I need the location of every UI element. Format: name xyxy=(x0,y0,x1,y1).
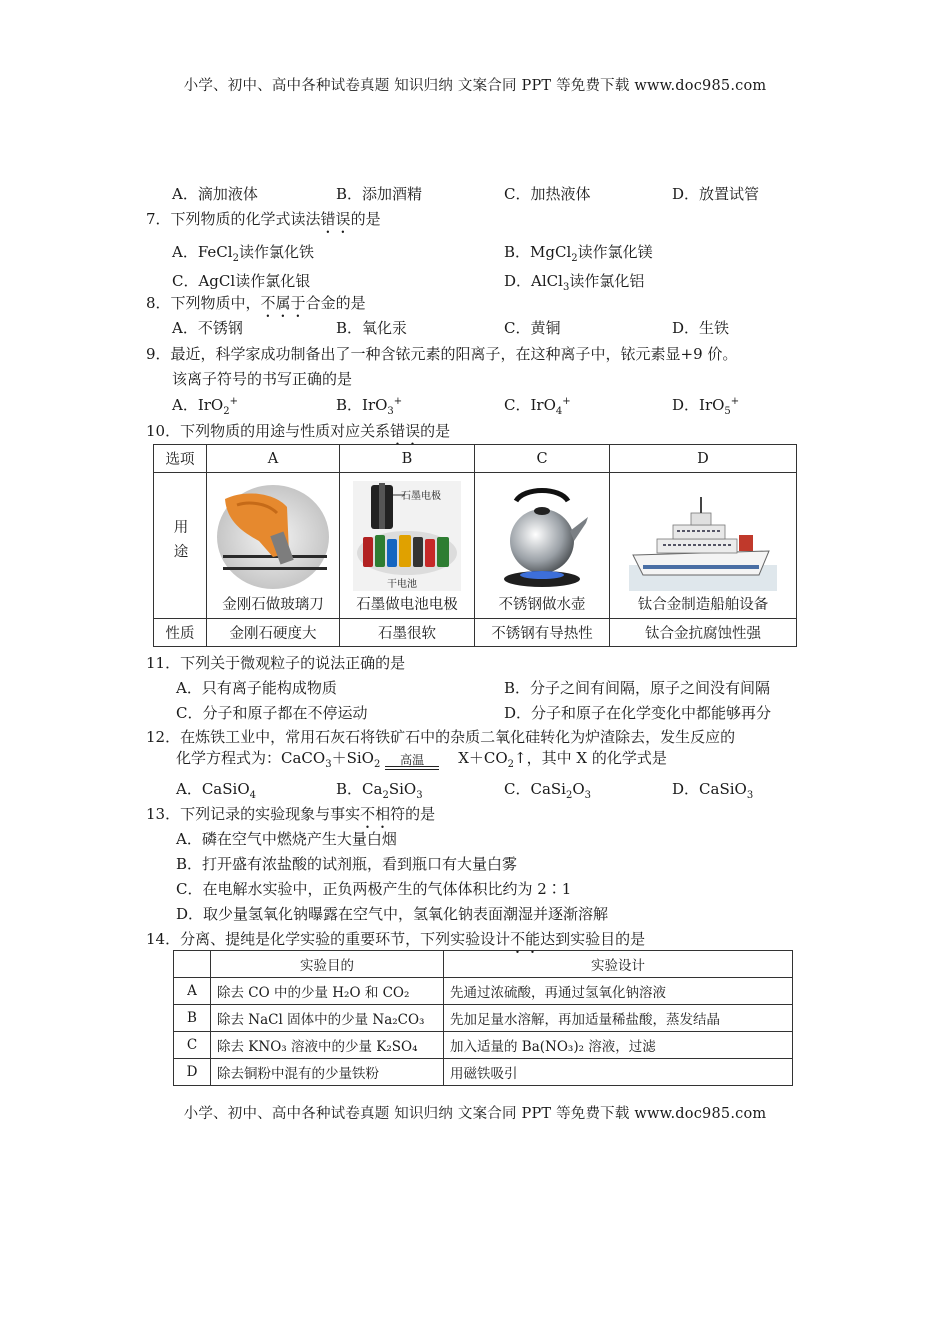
q14-row-purpose: 除去 CO 中的少量 H₂O 和 CO₂ xyxy=(211,978,444,1005)
q12-equation: 化学方程式为：CaCO$_3$＋SiO$_2$ 高温 $X+CO_2↑$，其中 X 的化学式是 xyxy=(176,749,667,770)
q14-header-design: 实验设计 xyxy=(444,951,793,978)
q13-option-a: A．磷在空气中燃烧产生大量白烟 xyxy=(176,830,397,848)
q11-option-b: B．分子之间有间隔，原子之间没有间隔 xyxy=(504,679,771,697)
q8-option-c: C．黄铜 xyxy=(504,319,561,337)
battery-image xyxy=(353,481,461,591)
q10-use-b xyxy=(340,473,475,619)
q14-row-purpose: 除去 NaCl 固体中的少量 Na₂CO₃ xyxy=(211,1005,444,1032)
q13-option-c: C．在电解水实验中，正负两极产生的气体体积比约为 2∶1 xyxy=(176,880,572,898)
q9-stem-line1: 9．最近，科学家成功制备出了一种含铱元素的阳离子，在这种离子中，铱元素显+9 价。 xyxy=(146,345,738,363)
q11-option-d: D．分子和原子在化学变化中都能够再分 xyxy=(504,704,772,722)
q6-option-b: B．添加酒精 xyxy=(336,185,423,203)
q10-header-d: D xyxy=(610,445,797,473)
q8-stem: 8．下列物质中，不属于合金的是 xyxy=(146,294,366,312)
q7-option-a: A．FeCl$_2$读作氯化铁 xyxy=(172,243,314,264)
q10-prop-c: 不锈钢有导热性 xyxy=(475,619,610,647)
q7-stem-pre: 7．下列物质的化学式读法 xyxy=(146,210,321,228)
glass-cutter-image xyxy=(215,483,331,591)
q9-option-a: A．IrO$_2$+ xyxy=(172,396,238,417)
q14-row-design: 先通过浓硫酸，再通过氢氧化钠溶液 xyxy=(444,978,793,1005)
q14-header-purpose: 实验目的 xyxy=(211,951,444,978)
q10-use-c-text: 不锈钢做水壶 xyxy=(498,597,586,613)
table-row xyxy=(174,1032,793,1059)
page-footer: 小学、初中、高中各种试卷真题 知识归纳 文案合同 PPT 等免费下载 www.doc985.com xyxy=(183,1106,767,1122)
q14-row-design: 加入适量的 Ba(NO₃)₂ 溶液，过滤 xyxy=(444,1032,793,1059)
table-row xyxy=(174,1059,793,1086)
q11-option-a: A．只有离子能构成物质 xyxy=(176,679,337,697)
q14-row-design: 用磁铁吸引 xyxy=(444,1059,793,1086)
q11-stem: 11．下列关于微观粒子的说法正确的是 xyxy=(146,654,406,672)
q10-use-c xyxy=(475,473,610,619)
q9-stem-line2: 该离子符号的书写正确的是 xyxy=(172,370,353,388)
graphite-electrode-label: 石墨电极 xyxy=(401,491,441,502)
q10-prop-b: 石墨很软 xyxy=(340,619,475,647)
q8-option-d: D．生铁 xyxy=(672,319,730,337)
q7-option-d: D．AlCl$_3$读作氯化铝 xyxy=(504,272,645,293)
q10-use-b-text: 石墨做电池电极 xyxy=(356,597,458,613)
q6-option-d: D．放置试管 xyxy=(672,185,760,203)
q9-option-d: D．IrO$_5$+ xyxy=(672,396,740,417)
q14-row-option: A xyxy=(174,978,211,1005)
dry-battery-label: 干电池 xyxy=(387,579,417,590)
q9-option-c: C．IrO$_4$+ xyxy=(504,396,571,417)
q14-row-design: 先加足量水溶解，再加适量稀盐酸，蒸发结晶 xyxy=(444,1005,793,1032)
q8-option-a: A．不锈钢 xyxy=(172,319,243,337)
q10-use-a xyxy=(207,473,340,619)
q10-header-b: B xyxy=(340,445,475,473)
q12-stem-line1: 12．在炼铁工业中，常用石灰石将铁矿石中的杂质二氧化硅转化为炉渣除去，发生反应的 xyxy=(146,728,736,746)
q12-option-b: B．$Ca_2SiO_3$ xyxy=(336,780,423,801)
q13-option-b: B．打开盛有浓盐酸的试剂瓶，看到瓶口有大量白雾 xyxy=(176,855,518,873)
q10-use-label: 用途 xyxy=(154,473,207,619)
q14-row-purpose: 除去 KNO₃ 溶液中的少量 K₂SO₄ xyxy=(211,1032,444,1059)
q10-header-a: A xyxy=(207,445,340,473)
q14-row-option: D xyxy=(174,1059,211,1086)
reaction-condition: 高温 xyxy=(385,754,439,770)
q6-option-a: A．滴加液体 xyxy=(172,185,258,203)
q7-option-b: B．MgCl$_2$读作氯化镁 xyxy=(504,243,653,264)
page-header: 小学、初中、高中各种试卷真题 知识归纳 文案合同 PPT 等免费下载 www.doc985.com xyxy=(183,78,767,94)
q10-prop-a: 金刚石硬度大 xyxy=(207,619,340,647)
q12-option-d: D．CaSiO$_3$ xyxy=(672,780,754,801)
q7-option-c: C．AgCl读作氯化银 xyxy=(172,272,311,290)
q10-use-a-text: 金刚石做玻璃刀 xyxy=(222,597,324,613)
q14-row-option: B xyxy=(174,1005,211,1032)
q7-stem-emphasis: 错误 xyxy=(320,210,351,228)
q10-use-d xyxy=(610,473,797,619)
q14-header-blank xyxy=(174,951,211,978)
q14-stem: 14．分离、提纯是化学实验的重要环节，下列实验设计不能达到实验目的是 xyxy=(146,930,646,948)
q14-row-purpose: 除去铜粉中混有的少量铁粉 xyxy=(211,1059,444,1086)
q10-header-c: C xyxy=(475,445,610,473)
q12-option-a: A．CaSiO$_4$ xyxy=(176,780,256,801)
q8-option-b: B．氧化汞 xyxy=(336,319,408,337)
q14-table xyxy=(173,950,793,1086)
q7-stem-post: 的是 xyxy=(350,210,381,228)
q14-row-option: C xyxy=(174,1032,211,1059)
q9-option-b: B．IrO$_3$+ xyxy=(336,396,403,417)
q13-option-d: D．取少量氢氧化钠曝露在空气中，氢氧化钠表面潮湿并逐渐溶解 xyxy=(176,905,609,923)
q10-prop-label: 性质 xyxy=(154,619,207,647)
q6-option-c: C．加热液体 xyxy=(504,185,591,203)
q12-option-c: C．$CaSi_2O_3$ xyxy=(504,780,592,801)
q10-prop-d: 钛合金抗腐蚀性强 xyxy=(610,619,797,647)
table-row xyxy=(174,1005,793,1032)
ship-image xyxy=(629,495,777,591)
q13-stem: 13．下列记录的实验现象与事实不相符的是 xyxy=(146,805,436,823)
q10-header-option: 选项 xyxy=(154,445,207,473)
q7-stem xyxy=(146,208,381,237)
q11-option-c: C．分子和原子都在不停运动 xyxy=(176,704,368,722)
q10-stem: 10．下列物质的用途与性质对应关系错误的是 xyxy=(146,422,451,440)
kettle-image xyxy=(494,481,590,591)
q10-table xyxy=(153,444,797,647)
table-row xyxy=(174,978,793,1005)
q10-use-d-text: 钛合金制造船舶设备 xyxy=(637,597,769,613)
